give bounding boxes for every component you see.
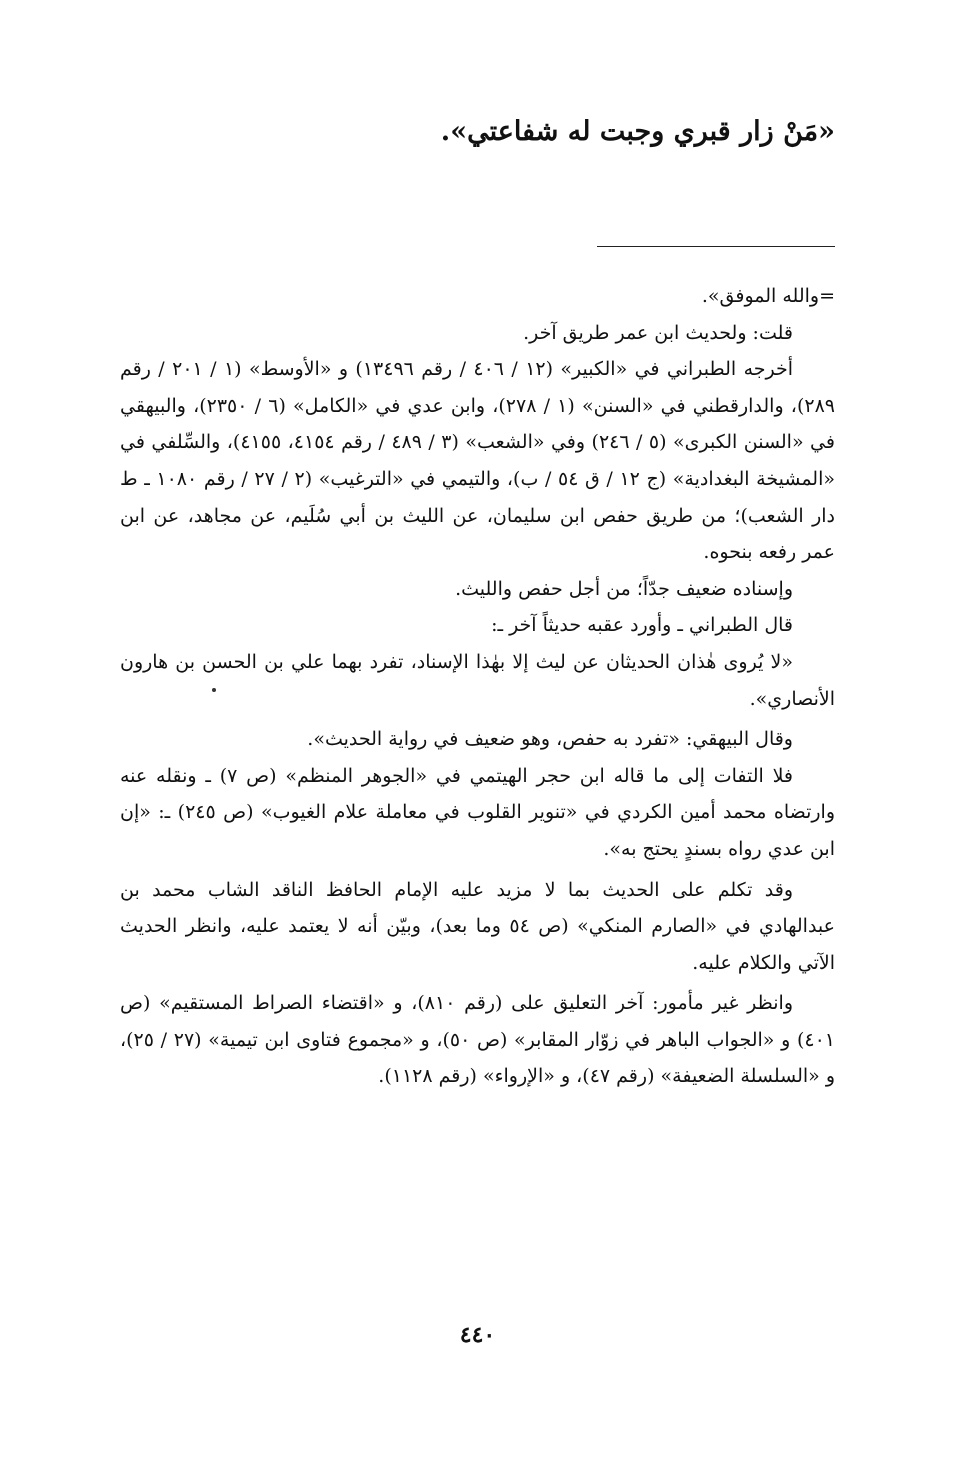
footnote-paragraph: قلت: ولحديث ابن عمر طريق آخر. — [523, 321, 793, 344]
footnote-paragraph: قال الطبراني ـ وأورد عقبه حديثاً آخر ـ: — [491, 614, 793, 637]
footnote-continuation: =والله الموفق». — [701, 285, 835, 307]
footnote-quote: «لا يُروى هٰذان الحديثان عن ليث إلا بهٰذا الإسناد، تفرد بهما علي بن الحسن بن هارون الأنصاري». — [120, 650, 835, 710]
page-number: ٤٤٠ — [459, 1322, 496, 1348]
footnote-paragraph: وانظر غير مأمور: آخر التعليق على (رقم ٨١٠)، و «اقتضاء الصراط المستقيم» (ص ٤٠١) و «الجواب الباهر في زوّار المقابر» (ص ٥٠)، و «مجموع فتاوى ابن تيمية» (٢٧ / ٢٥)، و «السلسلة الضعيفة» (رقم ٤٧)، و «الإرواء» (رقم ١١٢٨). — [120, 992, 835, 1088]
footnote-paragraph: وقد تكلم على الحديث بما لا مزيد عليه الإمام الحافظ الناقد الشاب محمد بن عبدالهادي في «الصارم المنكي» (ص ٥٤ وما بعد)، وبيّن أنه لا يعتمد عليه، وانظر الحديث الآتي والكلام عليه. — [120, 878, 835, 974]
print-speck — [212, 688, 216, 692]
footnote-paragraph: أخرجه الطبراني في «الكبير» (١٢ / ٤٠٦ / رقم ١٣٤٩٦) و «الأوسط» (١ / ٢٠١ / رقم ٢٨٩)، والدارقطني في «السنن» (١ / ٢٧٨)، وابن عدي في «الكامل» (٦ / ٢٣٥٠)، والبيهقي في «السنن الكبرى» (٥ / ٢٤٦) وفي «الشعب» (٣ / ٤٨٩ / رقم ٤١٥٤، ٤١٥٥)، والسِّلفي في «المشيخة البغدادية» (ج ١٢ / ق ٥٤ / ب)، والتيمي في «الترغيب» (٢ / ٢٧ / رقم ١٠٨٠ ـ ط دار الشعب)؛ من طريق حفص ابن سليمان، عن الليث بن أبي سُلَيم، عن مجاهد، عن ابن عمر رفعه بنحوه. — [120, 358, 835, 564]
footnote-paragraph: فلا التفات إلى ما قاله ابن حجر الهيتمي في «الجوهر المنظم» (ص ٧) ـ ونقله عنه وارتضاه محمد أمين الكردي في «تنوير القلوب في معاملة علام الغيوب» (ص ٢٤٥) ـ: «إن ابن عدي رواه بسندٍ يحتج به». — [120, 764, 835, 860]
footnotes — [120, 278, 835, 1095]
footnote-paragraph: وقال البيهقي: «تفرد به حفص، وهو ضعيف في رواية الحديث». — [307, 728, 793, 751]
hadith-text: «مَنْ زار قبري وجبت له شفاعتي». — [440, 116, 835, 147]
footnote-separator — [597, 246, 835, 247]
footnote-paragraph: وإسناده ضعيف جدّاً؛ من أجل حفص والليث. — [455, 577, 793, 600]
